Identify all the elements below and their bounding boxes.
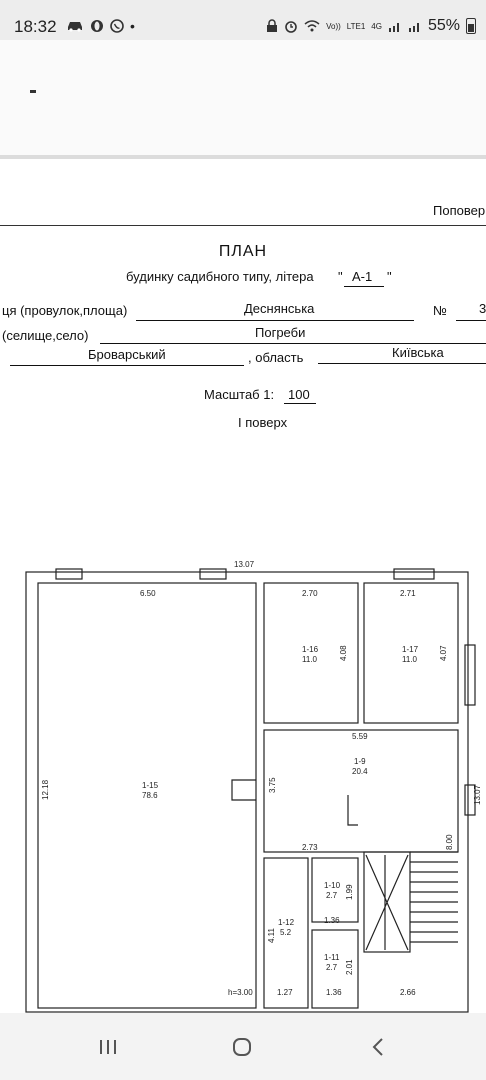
dim-408: 4.08 (339, 645, 348, 661)
room-1-16-id: 1-16 (302, 645, 319, 654)
alarm-icon (284, 19, 298, 33)
navigation-bar (0, 1013, 486, 1080)
inner-wall-notch (348, 795, 358, 825)
room-wall-1-9 (264, 730, 458, 852)
dim-136b: 1.36 (326, 988, 342, 997)
district-value: Броварський (88, 347, 166, 362)
street-label: ця (провулок,площа) (2, 303, 128, 318)
dim-199: 1.99 (345, 884, 354, 900)
dim-overall-width: 13.07 (234, 560, 255, 569)
battery-icon (466, 18, 476, 34)
room-1-11-id: 1-11 (324, 953, 340, 962)
status-time: 18:32 (14, 17, 57, 36)
network-label-4g: 4G (371, 21, 382, 31)
number-label: № (433, 303, 447, 318)
wifi-icon (304, 20, 320, 32)
dim-height: h=3.00 (228, 988, 253, 997)
room-1-12-area: 5.2 (280, 928, 292, 937)
recents-icon (97, 1038, 119, 1056)
battery-percent: 55% (427, 17, 460, 34)
dim-271: 2.71 (400, 589, 416, 598)
room-1-10-id: 1-10 (324, 881, 341, 890)
settlement-label: (селище,село) (2, 328, 89, 343)
floor-plan[interactable] (0, 555, 486, 1015)
home-button[interactable] (222, 1033, 262, 1061)
window-3 (394, 569, 434, 579)
stair-lines (366, 855, 408, 950)
dim-127: 1.27 (277, 988, 293, 997)
signal-icon (388, 20, 402, 32)
outer-wall (26, 572, 468, 1012)
street-value: Деснянська (244, 301, 315, 316)
dim-273: 2.73 (302, 843, 318, 852)
network-label-lte: LTE1 (346, 21, 366, 31)
room-1-11-area: 2.7 (326, 963, 338, 972)
home-icon (231, 1036, 253, 1058)
dim-right: 13.07 (473, 784, 482, 805)
recents-button[interactable] (88, 1033, 128, 1061)
status-bar (0, 0, 486, 40)
window-1 (56, 569, 82, 579)
dim-650: 6.50 (140, 589, 156, 598)
settlement-value: Погреби (255, 325, 306, 340)
scan-mark (30, 90, 36, 93)
dim-411: 4.11 (267, 928, 276, 943)
region-value: Київська (392, 345, 444, 360)
stair-steps (410, 852, 458, 942)
subtitle-text: будинку садибного типу, літера (126, 269, 314, 284)
dim-800: 8.00 (445, 834, 454, 850)
network-label-volte: Vo)) (326, 21, 341, 31)
scale-label: Масштаб 1: (204, 387, 275, 402)
document-page[interactable]: Поповер ПЛАН будинку садибного типу, літера " А-1 " ця (провулок,площа) Деснянська № 3 (селище,село) Погреби Броварський , область Київська Масштаб 1: 100 І поверх (0, 165, 486, 1015)
room-1-17-id: 1-17 (402, 645, 419, 654)
window-4 (465, 645, 475, 705)
dim-375: 3.75 (268, 777, 277, 793)
room-1-12-id: 1-12 (278, 918, 295, 927)
room-1-17-area: 11.0 (402, 655, 417, 664)
room-1-15-area: 78.6 (142, 791, 158, 800)
number-value: 3 (479, 301, 486, 316)
viber-icon (110, 19, 124, 33)
wall-notch (232, 780, 256, 800)
back-button[interactable] (358, 1033, 398, 1061)
floor-label: І поверх (238, 415, 288, 430)
room-1-9-id: 1-9 (354, 757, 366, 766)
header-right-text: Поповер (433, 203, 486, 218)
dim-407: 4.07 (439, 645, 448, 661)
dim-266: 2.66 (400, 988, 416, 997)
room-1-15-id: 1-15 (142, 781, 159, 790)
status-right-icons (266, 17, 476, 35)
dim-270: 2.70 (302, 589, 318, 598)
header-rule (0, 225, 486, 226)
room-1-9-area: 20.4 (352, 767, 368, 776)
window-2 (200, 569, 226, 579)
opera-icon (90, 19, 104, 33)
lock-icon (266, 19, 278, 33)
dim-136a: 1.36 (324, 916, 340, 925)
litera-value: А-1 (352, 269, 373, 284)
document-top-margin (0, 40, 486, 159)
status-left-icons (66, 18, 135, 34)
room-1-16-area: 11.0 (302, 655, 317, 664)
region-label: , область (248, 350, 304, 365)
car-icon (66, 20, 84, 32)
dim-201: 2.01 (345, 959, 354, 975)
signal-icon-2 (408, 20, 422, 32)
back-icon (369, 1036, 387, 1058)
scale-value: 100 (288, 387, 310, 402)
dim-559: 5.59 (352, 732, 368, 741)
plan-title: ПЛАН (218, 243, 268, 260)
room-1-10-area: 2.7 (326, 891, 338, 900)
dot-icon: • (130, 18, 135, 34)
dim-left: 12.18 (41, 779, 50, 800)
